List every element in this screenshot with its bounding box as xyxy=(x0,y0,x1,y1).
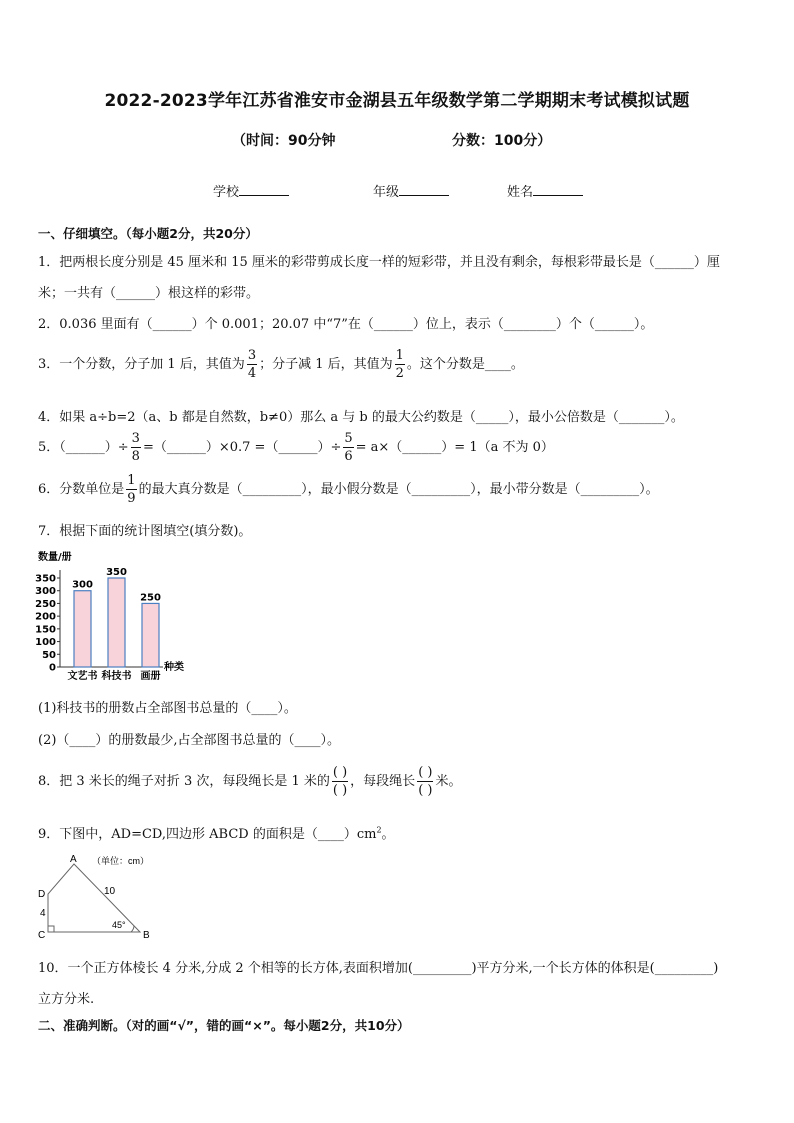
grade-field[interactable] xyxy=(373,181,449,200)
y-tick-label: 100 xyxy=(35,637,56,649)
question-6 xyxy=(38,474,659,505)
fraction-one-half xyxy=(395,349,405,380)
blank-fraction-2[interactable] xyxy=(417,766,433,797)
bar-画册 xyxy=(142,603,159,667)
school-field[interactable] xyxy=(213,181,289,200)
side-ab-length: 10 xyxy=(104,886,116,897)
vertex-c-label: C xyxy=(38,930,46,941)
chart-y-axis-label: 数量/册 xyxy=(38,552,72,563)
side-dc-length: 4 xyxy=(40,908,46,919)
question-9-end: 。 xyxy=(381,827,395,842)
name-field[interactable] xyxy=(507,181,583,200)
unit-label: （单位：cm） xyxy=(92,856,149,866)
chart-x-labels xyxy=(68,669,161,682)
quadrilateral-figure xyxy=(32,852,172,942)
bar-文艺书 xyxy=(74,591,91,667)
fraction-three-quarters xyxy=(247,349,257,380)
right-angle-mark xyxy=(48,926,54,932)
question-10-line-2: 立方分米. xyxy=(38,992,95,1007)
question-6-text-a: 6．分数单位是 xyxy=(38,482,125,497)
fraction-denominator: 4 xyxy=(247,366,257,381)
vertex-d-label: D xyxy=(38,889,46,900)
question-5-text-a: 5．（______）÷ xyxy=(38,440,129,455)
y-tick-label: 250 xyxy=(35,598,56,610)
fraction-denominator-blank[interactable]: ( ) xyxy=(418,783,433,798)
question-7: 7．根据下面的统计图填空(填分数)。 xyxy=(38,524,252,539)
vertex-a-label: A xyxy=(70,854,77,865)
question-1-line-1: 1．把两根长度分别是 45 厘米和 15 厘米的彩带剪成长度一样的短彩带，并且没有剩余，每根彩带最长是（______）厘 xyxy=(38,255,720,270)
y-tick-label: 50 xyxy=(42,649,56,661)
fraction-three-eighths xyxy=(131,432,141,463)
question-3-text-a: 3．一个分数，分子加 1 后，其值为 xyxy=(38,357,245,372)
y-tick-label: 300 xyxy=(35,586,56,598)
question-7-part-2: (2)（____）的册数最少,占全部图书总量的（____）。 xyxy=(38,733,341,748)
x-category-label: 科技书 xyxy=(101,671,132,682)
name-label: 姓名 xyxy=(507,185,534,200)
fraction-denominator: 2 xyxy=(395,366,404,381)
fraction-numerator: 3 xyxy=(247,348,257,363)
angle-arc-b xyxy=(131,926,134,932)
exam-score: 分数：100分） xyxy=(452,133,552,149)
chart-bars xyxy=(72,567,161,667)
question-8 xyxy=(38,766,461,797)
fraction-numerator: 1 xyxy=(395,348,404,363)
blank-fraction-1[interactable] xyxy=(332,766,348,797)
question-7-part-1: (1)科技书的册数占全部图书总量的（____）。 xyxy=(38,701,297,716)
quadrilateral-abcd xyxy=(48,864,140,932)
vertex-b-label: B xyxy=(143,930,150,941)
school-blank[interactable] xyxy=(239,183,289,196)
school-label: 学校 xyxy=(213,185,240,200)
question-3-text-c: 。这个分数是____。 xyxy=(406,357,524,372)
fraction-five-sixths xyxy=(343,432,353,463)
question-2: 2．0.036 里面有（______）个 0.001；20.07 中“7”在（______）位上，表示（________）个（______）。 xyxy=(38,317,654,332)
bar-value-label: 300 xyxy=(72,579,93,591)
fraction-numerator: 1 xyxy=(127,473,136,488)
fraction-denominator-blank[interactable]: ( ) xyxy=(332,783,348,798)
fraction-denominator: 8 xyxy=(131,449,140,464)
question-8-text-b: ，每段绳长 xyxy=(350,774,416,789)
exam-time: （时间：90分钟 xyxy=(232,133,336,149)
x-category-label: 文艺书 xyxy=(67,671,98,682)
y-tick-label: 200 xyxy=(35,611,56,623)
fraction-numerator: 3 xyxy=(131,431,140,446)
grade-blank[interactable] xyxy=(399,183,449,196)
question-9-text: 9．下图中，AD=CD,四边形 ABCD 的面积是（____）cm xyxy=(38,827,377,842)
question-3 xyxy=(38,349,524,380)
question-9 xyxy=(38,823,395,842)
fraction-one-ninth xyxy=(126,474,136,505)
fraction-numerator-blank[interactable]: ( ) xyxy=(418,765,433,780)
y-tick-label: 0 xyxy=(49,662,56,674)
question-3-text-b: ；分子减 1 后，其值为 xyxy=(259,357,393,372)
question-10-line-1: 10．一个正方体棱长 4 分米,分成 2 个相等的长方体,表面积增加(_________)平方分米,一个长方体的体积是(_________) xyxy=(38,961,719,976)
chart-x-axis-label: 种类 xyxy=(164,662,184,673)
question-5 xyxy=(38,432,554,463)
question-1-line-2: 米；一共有（______）根这样的彩带。 xyxy=(38,286,260,301)
question-8-text-c: 米。 xyxy=(435,774,462,789)
bar-value-label: 250 xyxy=(140,592,161,604)
fraction-denominator: 6 xyxy=(344,449,353,464)
x-category-label: 画册 xyxy=(140,671,161,682)
question-8-text-a: 8．把 3 米长的绳子对折 3 次，每段绳长是 1 米的 xyxy=(38,774,330,789)
page-title: 2022-2023学年江苏省淮安市金湖县五年级数学第二学期期末考试模拟试题 xyxy=(104,91,690,111)
book-bar-chart xyxy=(35,548,208,683)
square-superscript: 2 xyxy=(376,825,382,835)
y-tick-label: 350 xyxy=(35,573,56,585)
y-tick-label: 150 xyxy=(35,624,56,636)
question-5-text-b: =（______）×0.7 =（______）÷ xyxy=(142,440,342,455)
bar-value-label: 350 xyxy=(106,567,127,578)
grade-label: 年级 xyxy=(373,185,400,200)
question-6-text-b: 的最大真分数是（_________），最小假分数是（_________），最小带分数是（_________）。 xyxy=(138,482,659,497)
fraction-numerator: 5 xyxy=(344,431,353,446)
section-2-heading: 二、准确判断。（对的画“√”，错的画“×”。每小题2分，共10分） xyxy=(38,1018,410,1033)
angle-b-value: 45° xyxy=(112,920,126,930)
question-5-text-c: = a×（______）= 1（a 不为 0） xyxy=(355,440,554,455)
name-blank[interactable] xyxy=(533,183,583,196)
question-4: 4．如果 a÷b=2（a、b 都是自然数，b≠0）那么 a 与 b 的最大公约数是（_____），最小公倍数是（_______）。 xyxy=(38,410,684,425)
bar-科技书 xyxy=(108,578,125,667)
fraction-numerator-blank[interactable]: ( ) xyxy=(332,765,348,780)
section-1-heading: 一、仔细填空。（每小题2分，共20分） xyxy=(38,226,258,241)
fraction-denominator: 9 xyxy=(127,491,136,506)
